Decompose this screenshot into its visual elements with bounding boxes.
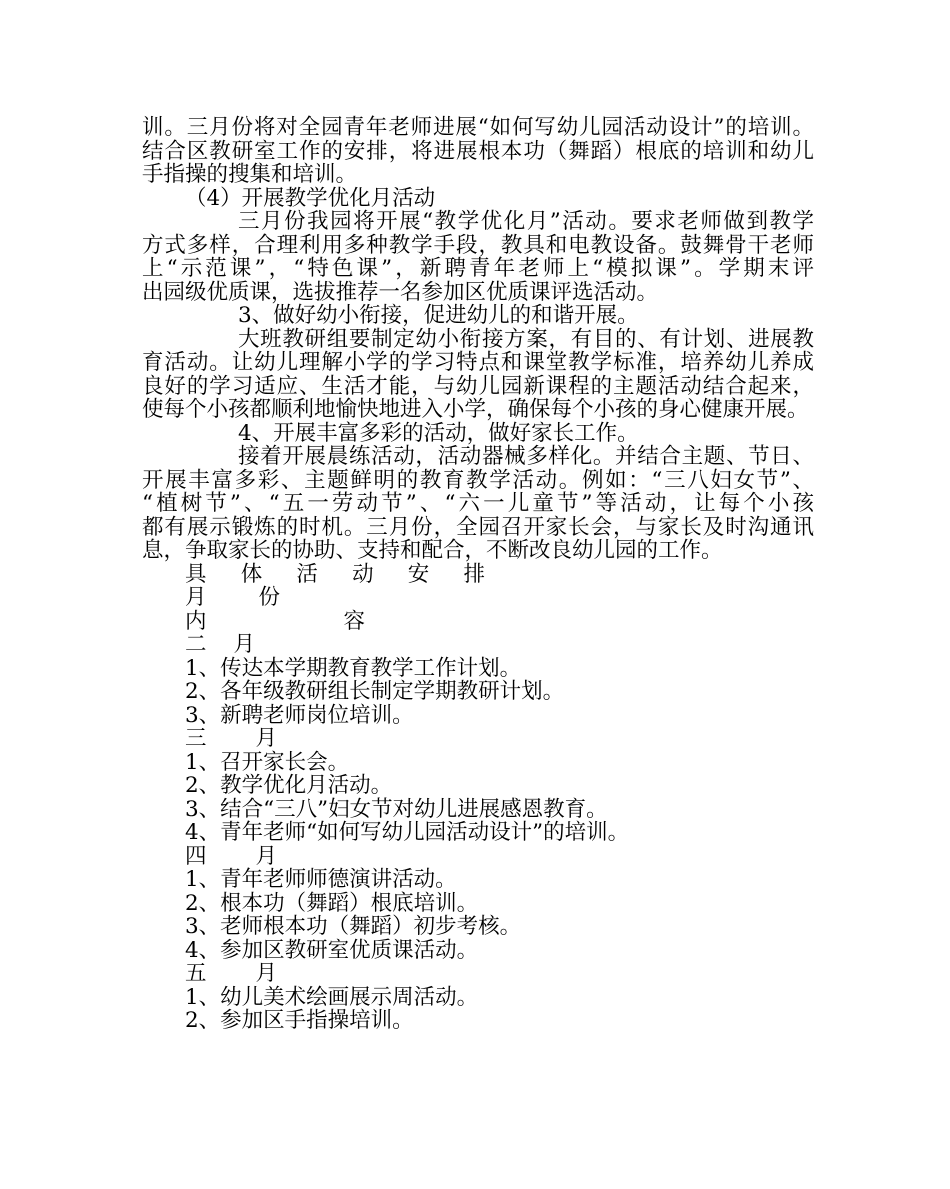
schedule-item: 4、参加区教研室优质课活动。 [185, 937, 479, 963]
schedule-item: 1、青年老师师德演讲活动。 [185, 867, 457, 892]
body-text-line: 大班教研组要制定幼小衔接方案，有目的、有计划、进展教 [238, 326, 814, 352]
month-label [142, 962, 277, 986]
month-label-char: 五 [185, 961, 207, 986]
schedule-item: 2、根本功（舞蹈）根底培训。 [185, 890, 479, 916]
body-text-line: 出园级优质课，选拔推荐一名参加区优质课评选活动。 [142, 279, 659, 305]
schedule-title-char: 活 [296, 561, 318, 587]
schedule-title-char: 安 [407, 561, 430, 587]
body-text-line: 都有展示锻炼的时机。三月份，全园召开家长会，与家长及时沟通讯 [142, 514, 814, 540]
schedule-item: 3、结合“三八”妇女节对幼儿进展感恩教育。 [185, 796, 608, 822]
document-page [142, 116, 814, 1033]
column-header-char: 内 [185, 608, 207, 634]
body-text-line: 接着开展晨练活动，活动器械多样化。并结合主题、节日、 [238, 444, 814, 469]
month-label [142, 633, 255, 657]
schedule-item: 3、新聘老师岗位培训。 [185, 702, 414, 728]
schedule-title-char: 动 [352, 561, 374, 587]
section-heading: （4）开展教学优化月活动 [185, 185, 436, 211]
section-heading: 4、开展丰富多彩的活动，做好家长工作。 [238, 420, 639, 446]
schedule-item: 1、传达本学期教育教学工作计划。 [185, 655, 522, 681]
body-text-line: 方式多样，合理利用多种教学手段，教具和电教设备。鼓舞骨干老师 [142, 232, 814, 258]
month-label-char: 二 [185, 632, 207, 657]
column-header-content [142, 610, 365, 634]
column-header-char: 月 [185, 585, 207, 610]
body-text-line: 息，争取家长的协助、支持和配合，不断改良幼儿园的工作。 [142, 538, 723, 563]
schedule-item: 1、召开家长会。 [185, 749, 350, 775]
schedule-item: 2、教学优化月活动。 [185, 773, 393, 798]
body-text-line: 三月份我园将开展“教学优化月”活动。要求老师做到教学 [238, 209, 814, 234]
schedule-item: 1、幼儿美术绘画展示周活动。 [185, 984, 479, 1010]
body-text-line: 使每个小孩都顺利地愉快地进入小学，确保每个小孩的身心健康开展。 [142, 397, 809, 422]
body-text-line: 上“示范课”，“特色课”，新聘青年老师上“模拟课”。学期末评 [142, 256, 814, 281]
body-text-line: 开展丰富多彩、主题鲜明的教育教学活动。例如：“三八妇女节”、 [142, 467, 814, 493]
schedule-title-char: 具 [185, 561, 207, 587]
body-text-line: 结合区教研室工作的安排，将进展根本功（舞蹈）根底的培训和幼儿 [142, 138, 814, 164]
column-header-month [142, 586, 280, 610]
month-label-char: 月 [255, 726, 277, 751]
schedule-item: 2、各年级教研组长制定学期教研计划。 [185, 679, 565, 704]
body-text-line: 育活动。让幼儿理解小学的学习特点和课堂教学标准，培养幼儿养成 [142, 350, 814, 375]
schedule-item: 3、老师根本功（舞蹈）初步考核。 [185, 914, 522, 939]
month-label [142, 845, 277, 869]
schedule-item: 2、参加区手指操培训。 [185, 1008, 414, 1033]
schedule-title-char: 体 [240, 561, 263, 587]
body-text-line: 训。三月份将对全园青年老师进展“如何写幼儿园活动设计”的培训。 [142, 115, 814, 140]
month-label-char: 月 [255, 961, 277, 986]
month-label-char: 月 [255, 843, 277, 869]
schedule-title [142, 563, 485, 587]
body-text-line: 手指操的搜集和培训。 [142, 162, 358, 187]
column-header-char: 份 [258, 585, 280, 610]
body-text-line: “植树节”、“五一劳动节”、“六一儿童节”等活动，让每个小孩 [142, 491, 814, 516]
column-header-char: 容 [343, 608, 365, 634]
schedule-title-char: 排 [463, 561, 485, 587]
body-text-line: 良好的学习适应、生活才能，与幼儿园新课程的主题活动结合起来， [142, 373, 814, 399]
schedule-item: 4、青年老师“如何写幼儿园活动设计”的培训。 [185, 820, 630, 845]
month-label-char: 四 [185, 843, 207, 869]
section-heading: 3、做好幼小衔接，促进幼儿的和谐开展。 [238, 303, 639, 328]
month-label-char: 三 [185, 726, 207, 751]
month-label [142, 727, 277, 751]
month-label-char: 月 [233, 632, 255, 657]
